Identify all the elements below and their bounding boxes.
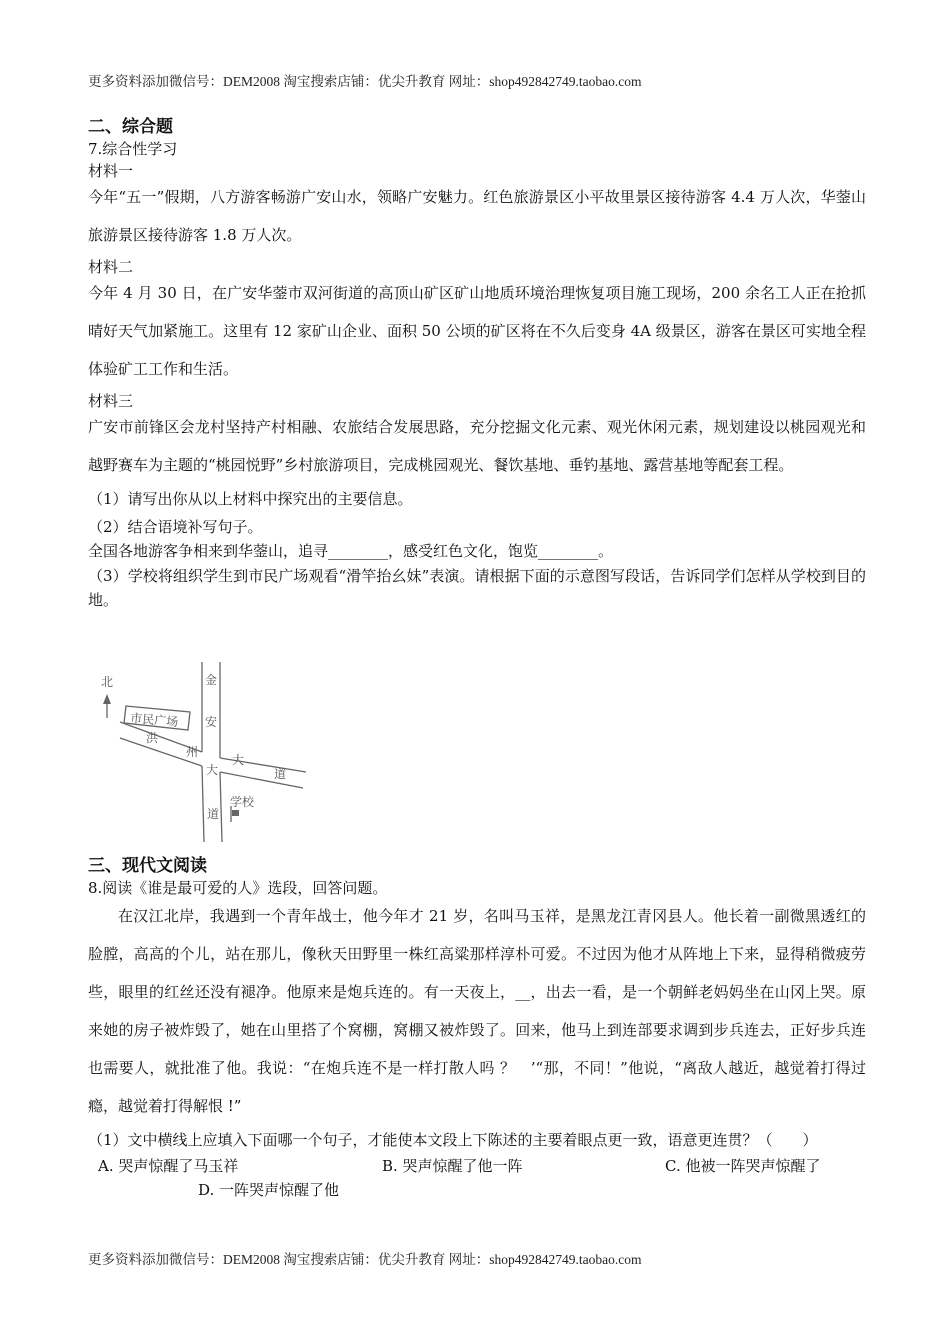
page-header: 更多资料添加微信号：DEM2008 淘宝搜索店铺：优尖升教育 网址：shop492842749.taobao.com <box>88 74 642 89</box>
sub-question-3: （3）学校将组织学生到市民广场观看“滑竿抬幺妹”表演。请根据下面的示意图写段话，告诉同学们怎样从学校到目的地。 <box>88 567 866 609</box>
hongzhou-road-char-4: 道 <box>274 767 287 781</box>
jinan-road-right-lower <box>220 772 222 842</box>
material-3-text: 广安市前锋区会龙村坚持产村相融、农旅结合发展思路，充分挖掘文化元素、观光休闲元素，规划建设以桃园观光和越野赛车为主题的“桃园悦野”乡村旅游项目，完成桃园观光、餐饮基地、垂钓基地、露营基地等配套工程。 <box>88 418 866 474</box>
school-label: 学校 <box>230 795 255 809</box>
hongzhou-road-char-2: 州 <box>186 745 199 759</box>
fill-in-sentence: 全国各地游客争相来到华蓥山，追寻________，感受红色文化，饱览________。 <box>88 542 614 560</box>
section-title: 二、综合题 <box>88 117 173 137</box>
north-arrow-icon <box>103 694 111 704</box>
hongzhou-road-bottom-right <box>220 772 303 788</box>
jinan-road-char-1: 金 <box>204 673 218 687</box>
hongzhou-road-char-3: 大 <box>232 753 245 767</box>
question-7-title: 7.综合性学习 <box>88 140 178 158</box>
page-footer: 更多资料添加微信号：DEM2008 淘宝搜索店铺：优尖升教育 网址：shop492842749.taobao.com <box>88 1252 642 1267</box>
section-comprehensive <box>88 116 866 612</box>
option-a[interactable]: A. 哭声惊醒了马玉祥 <box>98 1157 239 1175</box>
north-label: 北 <box>100 675 114 689</box>
answer-options <box>88 1151 866 1199</box>
question-8-title: 8.阅读《谁是最可爱的人》选段，回答问题。 <box>88 879 388 897</box>
plaza-label: 市民广场 <box>129 711 179 730</box>
jinan-road-left-lower <box>202 766 204 842</box>
material-3-label: 材料三 <box>88 392 134 410</box>
sub-question-1: （1）请写出你从以上材料中探究出的主要信息。 <box>88 490 413 508</box>
option-b[interactable]: B. 哭声惊醒了他一阵 <box>382 1157 523 1175</box>
option-d[interactable]: D. 一阵哭声惊醒了他 <box>198 1181 340 1199</box>
school-flag-icon <box>232 810 239 816</box>
reading-passage: 在汉江北岸，我遇到一个青年战士，他今年才 21 岁，名叫马玉祥，是黑龙江青冈县人。他长着一副微黑透红的脸膛，高高的个儿，站在那儿，像秋天田野里一株红高粱那样淳朴可爱。不过因为他才从阵地上下来，显得稍微疲劳些，眼里的红丝还没有褪净。他原来是炮兵连的。有一天夜上，__，出去一看，是一个朝鲜老妈妈坐在山冈上哭。原来她的房子被炸毁了，她在山里搭了个窝棚，窝棚又被炸毁了。回来，他马上到连部要求调到步兵连去，正好步兵连也需要人，就批准了他。我说：“在炮兵连不是一样打散人吗 ？ ’“那，不同！”他说，“离敌人越近，越觉着打得过瘾，越觉着打得解恨 !” <box>88 907 866 1115</box>
reading-sub-question-1: （1）文中横线上应填入下面哪一个句子，才能使本文段上下陈述的主要着眼点更一致，语意更连贯？（ ） <box>88 1131 818 1149</box>
material-1-text: 今年“五一”假期，八方游客畅游广安山水，领略广安魅力。红色旅游景区小平故里景区接待游客 4.4 万人次，华蓥山旅游景区接待游客 1.8 万人次。 <box>88 188 866 244</box>
material-2-label: 材料二 <box>88 258 134 276</box>
material-1-label: 材料一 <box>88 162 134 180</box>
jinan-road-char-3: 大 <box>205 763 219 777</box>
sub-question-2: （2）结合语境补写句子。 <box>88 518 263 536</box>
route-map <box>98 660 313 845</box>
option-c[interactable]: C. 他被一阵哭声惊醒了 <box>665 1157 821 1175</box>
section-title: 三、现代文阅读 <box>88 856 207 876</box>
hongzhou-road-char-1: 洪 <box>146 731 159 745</box>
jinan-road-char-4: 道 <box>206 807 220 821</box>
jinan-road-char-2: 安 <box>204 715 218 729</box>
section-reading <box>88 855 866 1199</box>
material-2-text: 今年 4 月 30 日，在广安华蓥市双河街道的高顶山矿区矿山地质环境治理恢复项目施工现场，200 余名工人正在抢抓晴好天气加紧施工。这里有 12 家矿山企业、面积 50 公顷的矿区将在不久后变身 4A 级景区，游客在景区可实地全程体验矿工工作和生活。 <box>88 284 866 378</box>
